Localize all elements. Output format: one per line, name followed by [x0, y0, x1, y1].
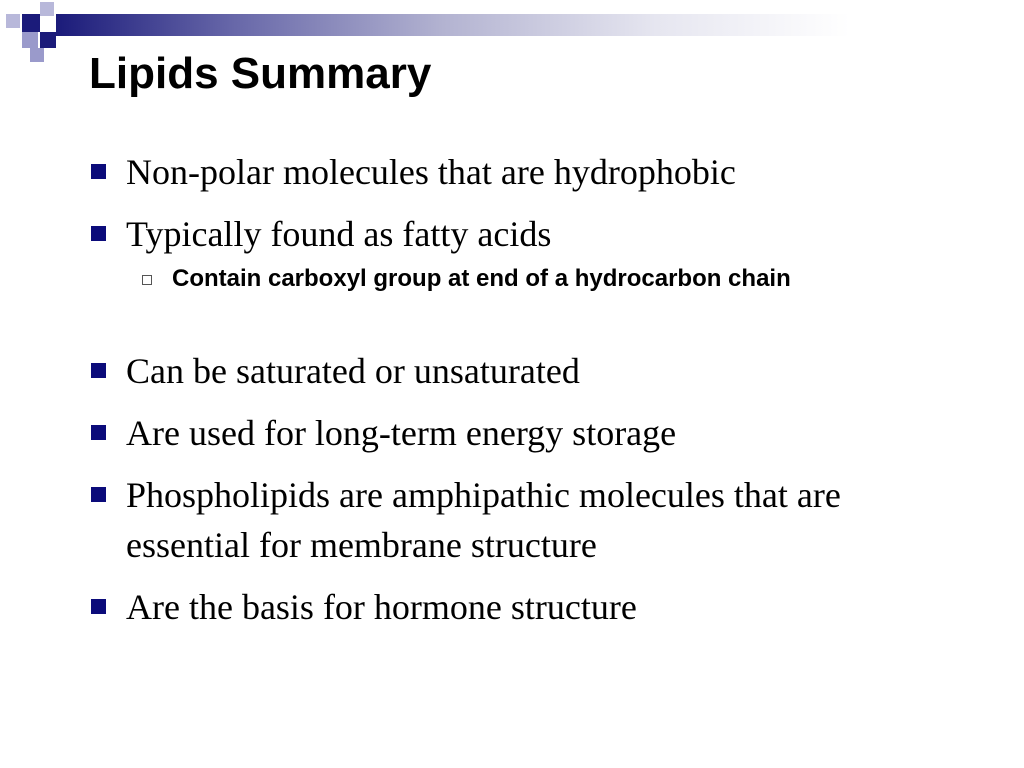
bullet-item: Are the basis for hormone structure: [126, 587, 637, 627]
filled-square-bullet-icon: [91, 363, 106, 378]
bullet-item: Can be saturated or unsaturated: [126, 351, 580, 391]
hollow-square-bullet-icon: [142, 275, 152, 285]
filled-square-bullet-icon: [91, 425, 106, 440]
slide-title: Lipids Summary: [89, 49, 432, 98]
filled-square-bullet-icon: [91, 599, 106, 614]
filled-square-bullet-icon: [91, 164, 106, 179]
filled-square-bullet-icon: [91, 226, 106, 241]
sub-bullet-item: Contain carboxyl group at end of a hydrocarbon chain: [172, 265, 791, 292]
filled-square-bullet-icon: [91, 487, 106, 502]
bullet-item: Non-polar molecules that are hydrophobic: [126, 152, 736, 192]
bullet-item: Typically found as fatty acids: [126, 214, 552, 254]
bullet-item: Phospholipids are amphipathic molecules that are essential for membrane structure: [126, 475, 841, 565]
bullet-item: Are used for long-term energy storage: [126, 413, 677, 453]
